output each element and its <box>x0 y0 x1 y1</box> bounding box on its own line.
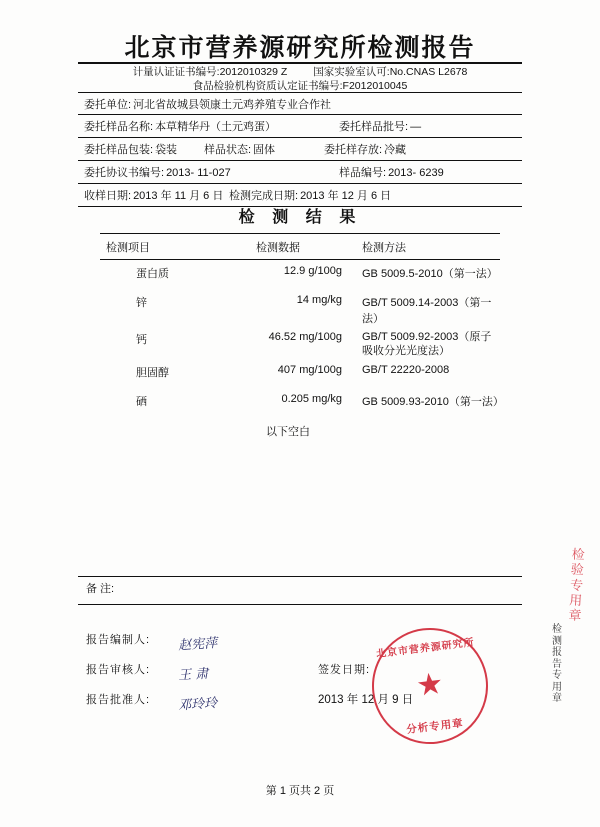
row-data: 0.205 mg/kg <box>281 392 342 405</box>
sample-name-label: 委托样品名称: <box>84 121 154 133</box>
results-end-note: 以下空白 <box>266 425 310 438</box>
packaging-label: 委托样品包装: <box>84 144 154 156</box>
remark-rule-bottom <box>78 604 522 605</box>
certification-line-1 <box>0 64 600 79</box>
food-cert-label: 食品检验机构资质认定证书编号: <box>192 80 343 92</box>
receive-date-label: 收样日期: <box>84 190 132 202</box>
food-cert-value: F2012010045 <box>342 80 408 92</box>
results-header-row <box>100 234 500 259</box>
info-row-client <box>78 92 522 115</box>
row-item: 胆固醇 <box>136 366 169 379</box>
row-data: 407 mg/100g <box>277 363 342 376</box>
sample-no-label: 样品编号: <box>339 167 387 179</box>
prepared-signature: 赵宪萍 <box>177 635 218 654</box>
prepared-label: 报告编制人: <box>86 634 151 646</box>
row-method: GB/T 22220-2008 <box>362 363 450 376</box>
client-value: 河北省故城县领康土元鸡养殖专业合作社 <box>133 98 332 111</box>
page-title: 北京市营养源研究所检测报告 <box>124 33 476 62</box>
info-row-agreement <box>78 161 522 184</box>
issue-date-value: 2013 年 12 月 9 日 <box>318 694 414 706</box>
page-footer: 第 1 页共 2 页 <box>265 785 335 797</box>
batch-label: 委托样品批号: <box>339 121 409 133</box>
side-vertical-note: 检测报告专用章 <box>552 624 563 704</box>
table-row <box>100 260 500 289</box>
info-row-packaging <box>78 138 522 161</box>
row-method: GB/T 5009.14-2003（第一法） <box>362 297 492 325</box>
state-label: 样品状态: <box>204 144 252 156</box>
approved-signature: 邓玲玲 <box>177 695 218 714</box>
state-value: 固体 <box>253 144 276 156</box>
reviewed-signature: 王 肃 <box>177 666 209 684</box>
stamp-top-text: 北京市营养源研究所 <box>375 637 476 661</box>
client-label: 委托单位: <box>84 98 132 111</box>
issue-date-label: 签发日期: <box>318 664 371 676</box>
star-icon: ★ <box>414 666 446 703</box>
row-method: GB 5009.93-2010（第一法） <box>362 395 504 408</box>
agreement-value: 2013- 11-027 <box>166 167 231 179</box>
remark-label: 备 注: <box>86 583 115 595</box>
certification-line-2 <box>0 78 600 93</box>
storage-value: 冷藏 <box>384 144 407 156</box>
results-heading: 检 测 结 果 <box>238 207 362 226</box>
remark-rule-top <box>78 576 522 577</box>
cnas-label: 国家实验室认可: <box>313 66 390 78</box>
receive-date-value: 2013 年 11 月 6 日 <box>133 190 224 202</box>
sample-no-value: 2013- 6239 <box>388 167 444 179</box>
row-method: GB/T 5009.92-2003（原子吸收分光光度法） <box>362 331 492 357</box>
stamp-bottom-text: 分析专用章 <box>405 717 465 737</box>
header-method: 检测方法 <box>362 241 406 254</box>
row-method: GB 5009.5-2010（第一法） <box>362 268 498 280</box>
header-data: 检测数据 <box>256 241 300 254</box>
metrology-cert-value: 2012010329 Z <box>219 66 288 78</box>
row-data: 12.9 g/100g <box>283 265 342 277</box>
row-item: 蛋白质 <box>136 268 169 280</box>
metrology-cert-label: 计量认证证书编号: <box>132 66 220 78</box>
complete-date-value: 2013 年 12 月 6 日 <box>300 190 392 202</box>
info-row-sample-name <box>78 115 522 138</box>
row-item: 锌 <box>136 297 147 309</box>
table-row <box>100 359 500 388</box>
complete-date-label: 检测完成日期: <box>229 190 299 202</box>
row-item: 硒 <box>136 395 147 408</box>
agreement-label: 委托协议书编号: <box>84 167 165 179</box>
sample-name-value: 本草精华丹（土元鸡蛋） <box>155 121 277 133</box>
storage-label: 委托样存放: <box>324 144 383 156</box>
table-row <box>100 289 500 326</box>
side-red-stamp-text: 检验专用章 <box>568 547 587 625</box>
results-table <box>100 233 504 439</box>
row-data: 14 mg/kg <box>296 294 342 306</box>
header-item: 检测项目 <box>106 241 150 254</box>
table-row <box>100 326 500 359</box>
reviewed-label: 报告审核人: <box>86 664 151 676</box>
batch-value: — <box>410 121 422 133</box>
row-item: 钙 <box>136 334 147 346</box>
sample-info-table <box>78 92 522 207</box>
table-row <box>100 388 504 417</box>
approved-label: 报告批准人: <box>86 694 151 706</box>
packaging-value: 袋装 <box>155 144 178 156</box>
cnas-value: No.CNAS L2678 <box>389 66 468 78</box>
row-data: 46.52 mg/100g <box>268 331 342 343</box>
